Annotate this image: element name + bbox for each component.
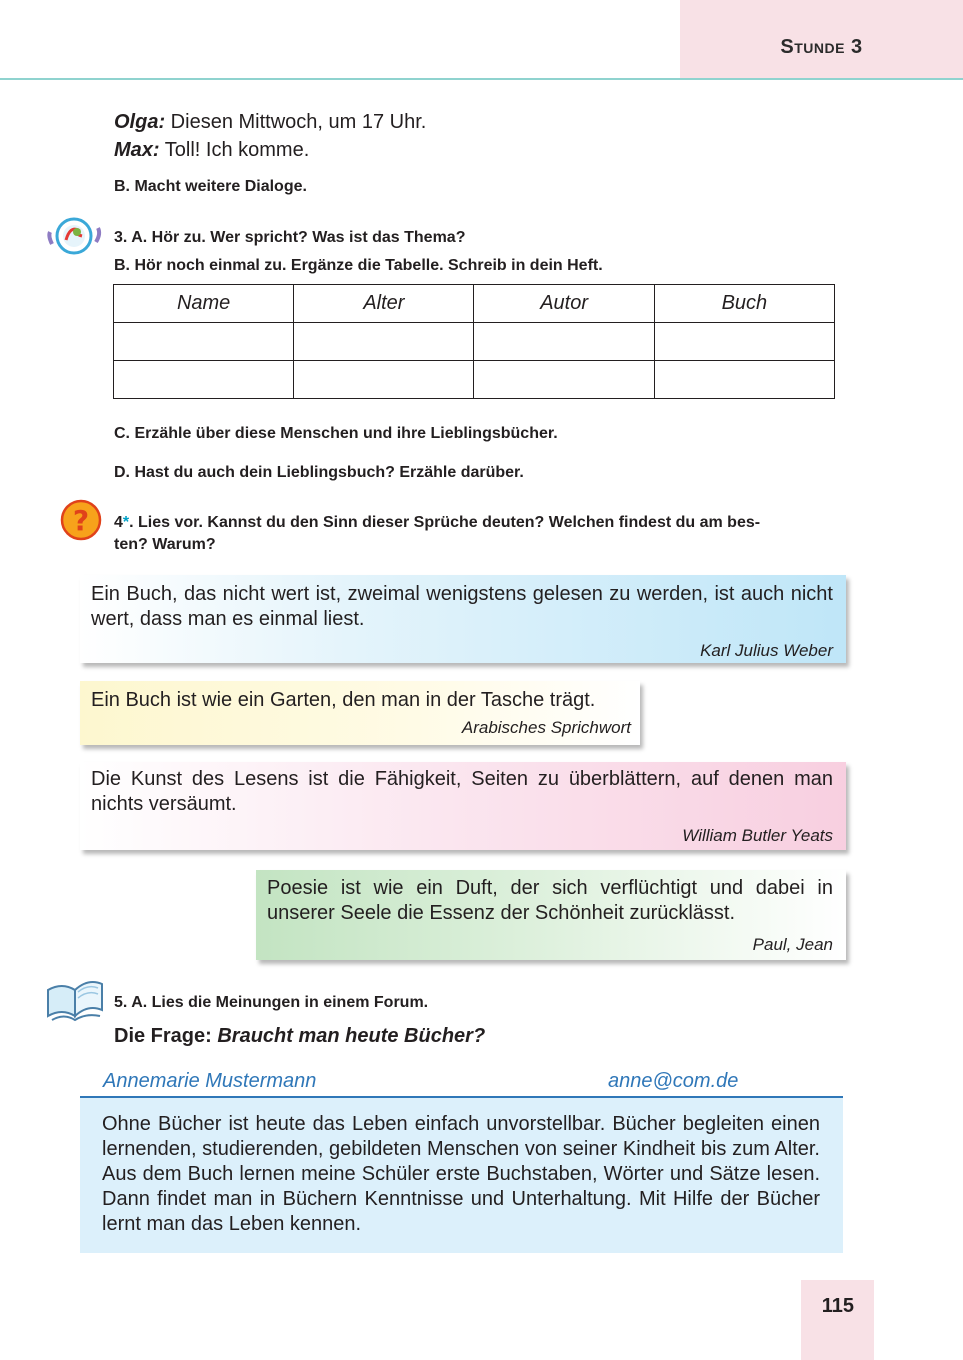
- table-cell: [474, 323, 654, 361]
- quote-card: [80, 681, 640, 745]
- table-cell: [294, 323, 474, 361]
- quote-card: [80, 762, 846, 850]
- quote-author: Paul, Jean: [752, 935, 833, 954]
- svg-text:?: ?: [72, 504, 90, 537]
- section-title: Stunde 3: [780, 36, 863, 58]
- column-header-book: Buch: [654, 285, 834, 323]
- dialogue-text: Diesen Mittwoch, um 17 Uhr.: [165, 111, 427, 133]
- column-header-author: Autor: [474, 285, 654, 323]
- table-row: [114, 323, 835, 361]
- page-number: 115: [821, 1295, 854, 1317]
- quote-text: Ein Buch ist wie ein Garten, den man in der Tasche trägt.: [91, 689, 596, 711]
- task-star: *: [122, 514, 130, 531]
- dialogue-line: [114, 108, 426, 136]
- forum-post-text: Ohne Bücher ist heute das Leben einfach unvorstellbar. Bücher begleiten einen lernenden, studierenden, gebildeten Menschen von seiner Kindheit bis zum Alter. Aus dem Buch lernen meine Schüler erste Buchstaben, Wörter und Sätze lesen. Dann findet man in Büchern Kenntnisse und Unterhaltung. Mit Hilfe der Bücher lernt man das Leben kennen.: [102, 1113, 820, 1235]
- table-cell: [294, 361, 474, 399]
- question-text: Braucht man heute Bücher?: [217, 1025, 486, 1047]
- dialogue-text: Toll! Ich komme.: [159, 139, 310, 161]
- speaker-name: Olga:: [114, 111, 166, 133]
- forum-author-email: anne@com.de: [608, 1070, 739, 1092]
- table-header-row: [114, 285, 835, 323]
- task-3b: B. Hör noch einmal zu. Ergänze die Tabelle. Schreib in dein Heft.: [114, 257, 603, 274]
- task-number: 4: [114, 514, 123, 531]
- task-3c: C. Erzähle über diese Menschen und ihre Lieblingsbücher.: [114, 425, 558, 442]
- task-4: [114, 512, 849, 556]
- dialogue-line: [114, 136, 309, 164]
- table-cell: [114, 361, 294, 399]
- quote-text: Die Kunst des Lesens ist die Fähigkeit, Seiten zu überblättern, auf denen man nichts versäumt.: [91, 768, 833, 815]
- quote-author: Arabisches Sprichwort: [461, 718, 631, 737]
- forum-author-name: Annemarie Mustermann: [103, 1070, 317, 1092]
- page-number-tab: [801, 1280, 874, 1360]
- table-cell: [114, 323, 294, 361]
- table-row: [114, 361, 835, 399]
- task-text-continued: ten? Warum?: [114, 536, 216, 553]
- headphones-icon: [44, 212, 104, 258]
- answer-table: [113, 284, 835, 399]
- task-3a: 3. A. Hör zu. Wer spricht? Was ist das Thema?: [114, 229, 466, 246]
- quote-text: Ein Buch, das nicht wert ist, zweimal wenigstens gelesen zu werden, ist auch nicht wert, dass man es einmal liest.: [91, 583, 833, 630]
- question-mark-icon: [60, 499, 102, 541]
- question-label: Die Frage:: [114, 1025, 218, 1047]
- task-3d: D. Hast du auch dein Lieblingsbuch? Erzähle darüber.: [114, 464, 524, 481]
- speaker-name: Max:: [114, 139, 160, 161]
- column-header-age: Alter: [294, 285, 474, 323]
- quote-card: [80, 575, 846, 663]
- task-2b: B. Macht weitere Dialoge.: [114, 178, 307, 195]
- forum-post-body: [80, 1098, 843, 1253]
- open-book-icon: [44, 976, 106, 1028]
- task-5a: 5. A. Lies die Meinungen in einem Forum.: [114, 994, 429, 1011]
- task-text: . Lies vor. Kannst du den Sinn dieser Sprüche deuten? Welchen findest du am bes-: [129, 514, 761, 531]
- quote-author: William Butler Yeats: [682, 826, 833, 845]
- forum-post-header: [80, 1068, 843, 1098]
- table-cell: [654, 361, 834, 399]
- table-cell: [654, 323, 834, 361]
- header-divider: [0, 78, 963, 80]
- column-header-name: Name: [114, 285, 294, 323]
- quote-author: Karl Julius Weber: [700, 641, 833, 660]
- table-cell: [474, 361, 654, 399]
- quote-text: Poesie ist wie ein Duft, der sich verflüchtigt und dabei in unserer Seele die Essenz der Schönheit zurücklässt.: [267, 877, 833, 924]
- forum-question: [114, 1025, 485, 1048]
- quote-card: [256, 870, 846, 960]
